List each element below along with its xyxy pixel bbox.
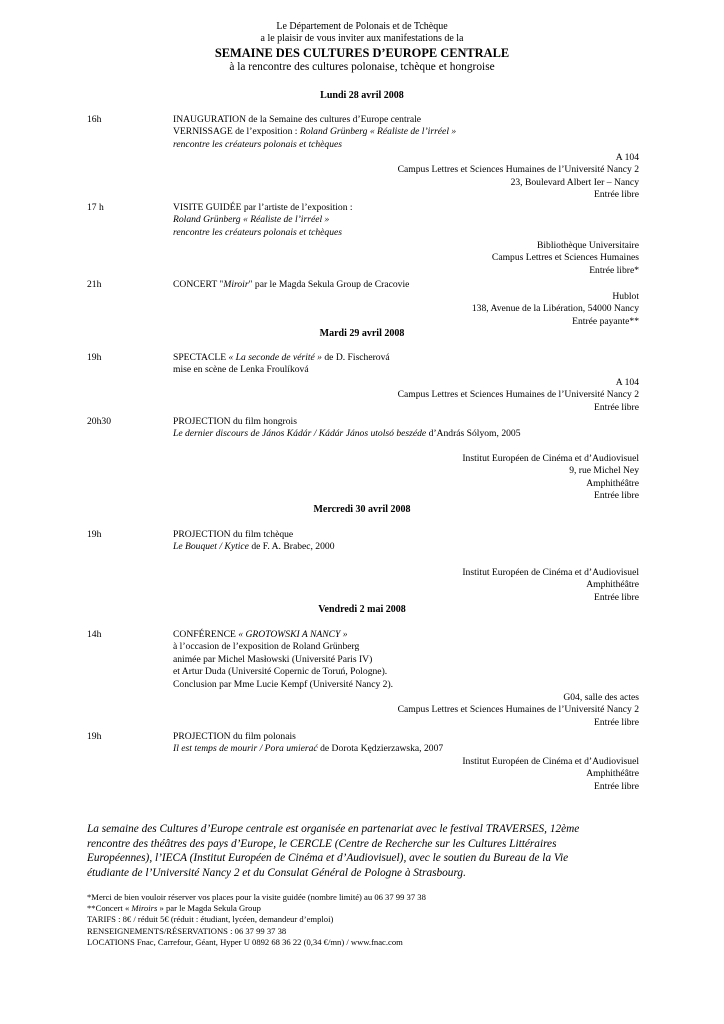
event-line: à l’occasion de l’exposition de Roland Grünberg <box>173 641 360 653</box>
event-description <box>173 352 643 377</box>
event-location: Institut Européen de Cinéma et d’Audiovisuel Amphithéâtre Entrée libre <box>462 567 639 603</box>
day-heading-tuesday: Mardi 29 avril 2008 <box>319 328 405 339</box>
event-time: 19h <box>87 529 102 540</box>
day-heading-friday: Vendredi 2 mai 2008 <box>318 604 406 615</box>
event-line: PROJECTION du film hongrois <box>173 416 297 427</box>
event-time: 16h <box>87 114 102 125</box>
header-invitation: a le plaisir de vous inviter aux manifestations de la <box>260 33 464 44</box>
event-line: SPECTACLE « La seconde de vérité » de D. Fischerová <box>173 352 390 363</box>
event-line: PROJECTION du film polonais <box>173 731 296 742</box>
event-time: 19h <box>87 352 102 363</box>
header-department: Le Département de Polonais et de Tchèque <box>276 21 448 32</box>
event-line: PROJECTION du film tchèque <box>173 529 294 540</box>
event-line: VERNISSAGE de l’exposition : Roland Grünberg « Réaliste de l’irréel » <box>173 126 457 138</box>
event-location: Institut Européen de Cinéma et d’Audiovisuel 9, rue Michel Ney Amphithéâtre Entrée libre <box>462 453 639 502</box>
event-location: Institut Européen de Cinéma et d’Audiovisuel Amphithéâtre Entrée libre <box>462 756 639 792</box>
event-line: animée par Michel Masłowski (Université Paris IV) <box>173 653 373 665</box>
footnotes <box>87 892 426 948</box>
event-description <box>173 629 643 691</box>
note-line: rencontre des théâtres des pays d’Europe, le CERCLE (Centre de Recherche sur les Cultures Littéraires <box>87 837 557 850</box>
event-line: INAUGURATION de la Semaine des cultures d’Europe centrale <box>173 114 422 125</box>
event-time: 20h30 <box>87 416 111 427</box>
event-line: et Artur Duda (Université Copernic de Toruń, Pologne). <box>173 666 388 678</box>
event-line: rencontre les créateurs polonais et tchèques <box>173 226 343 238</box>
event-description <box>173 114 643 151</box>
event-line: VISITE GUIDÉE par l’artiste de l’exposition : <box>173 202 353 213</box>
partnership-note <box>87 822 638 880</box>
event-description <box>173 416 643 441</box>
note-line: Européennes), l’IECA (Institut Européen de Cinéma et d’Audiovisuel), avec le soutien du Bureau de la Vie <box>87 852 569 865</box>
event-description <box>173 731 643 756</box>
day-heading-wednesday: Mercredi 30 avril 2008 <box>313 504 411 515</box>
event-line: CONFÉRENCE « GROTOWSKI A NANCY » <box>173 629 348 640</box>
footnote-reservation: *Merci de bien vouloir réserver vos places pour la visite guidée (nombre limité) au 06 37 99 37 38 <box>87 892 426 902</box>
event-location: A 104 Campus Lettres et Sciences Humaines de l’Université Nancy 2 Entrée libre <box>397 377 639 413</box>
event-line: Le Bouquet / Kytice de F. A. Brabec, 2000 <box>173 541 335 553</box>
page-title: SEMAINE DES CULTURES D’EUROPE CENTRALE <box>214 46 510 60</box>
event-line: Le dernier discours de János Kádár / Kádár János utolsó beszéde d’András Sólyom, 2005 <box>173 428 521 440</box>
event-line: rencontre les créateurs polonais et tchèques <box>173 138 343 150</box>
event-description <box>173 529 643 554</box>
event-location: Bibliothèque Universitaire Campus Lettres et Sciences Humaines Entrée libre* <box>491 240 639 276</box>
footnote-renseignements: RENSEIGNEMENTS/RÉSERVATIONS : 06 37 99 37 38 <box>87 925 287 936</box>
footnote-concert: **Concert « Miroirs » par le Magda Sekula Group <box>87 903 261 914</box>
event-line: Il est temps de mourir / Pora umierać de Dorota Kędzierzawska, 2007 <box>173 743 444 755</box>
event-location: Hublot 138, Avenue de la Libération, 54000 Nancy Entrée payante** <box>471 291 639 327</box>
note-line: étudiante de l’Université Nancy 2 et du Consulat Général de Pologne à Strasbourg. <box>87 866 466 879</box>
event-location: G04, salle des actes Campus Lettres et Sciences Humaines de l’Université Nancy 2 Entrée libre <box>397 692 639 728</box>
event-line: CONCERT "Miroir" par le Magda Sekula Group de Cracovie <box>173 279 410 290</box>
event-time: 19h <box>87 731 102 742</box>
event-time: 17 h <box>87 202 104 213</box>
event-location: A 104 Campus Lettres et Sciences Humaines de l’Université Nancy 2 23, Boulevard Albert Ier – Nancy Entrée libre <box>397 152 639 201</box>
event-time: 14h <box>87 629 102 640</box>
event-time: 21h <box>87 279 102 290</box>
event-line: Roland Grünberg « Réaliste de l’irréel » <box>173 214 330 226</box>
page-subtitle: à la rencontre des cultures polonaise, tchèque et hongroise <box>229 61 495 73</box>
event-line: mise en scène de Lenka Froulíková <box>173 364 309 376</box>
footnote-tarifs: TARIFS : 8€ / réduit 5€ (réduit : étudiant, lycéen, demandeur d’emploi) <box>87 914 334 925</box>
note-line: La semaine des Cultures d’Europe centrale est organisée en partenariat avec le festival TRAVERSES, 12ème <box>87 823 580 835</box>
event-description <box>173 279 643 291</box>
footnote-locations: LOCATIONS Fnac, Carrefour, Géant, Hyper U 0892 68 36 22 (0,34 €/mn) / www.fnac.com <box>87 936 403 947</box>
event-description <box>173 202 643 239</box>
day-heading-monday: Lundi 28 avril 2008 <box>320 90 404 101</box>
event-line: Conclusion par Mme Lucie Kempf (Université Nancy 2). <box>173 678 394 690</box>
